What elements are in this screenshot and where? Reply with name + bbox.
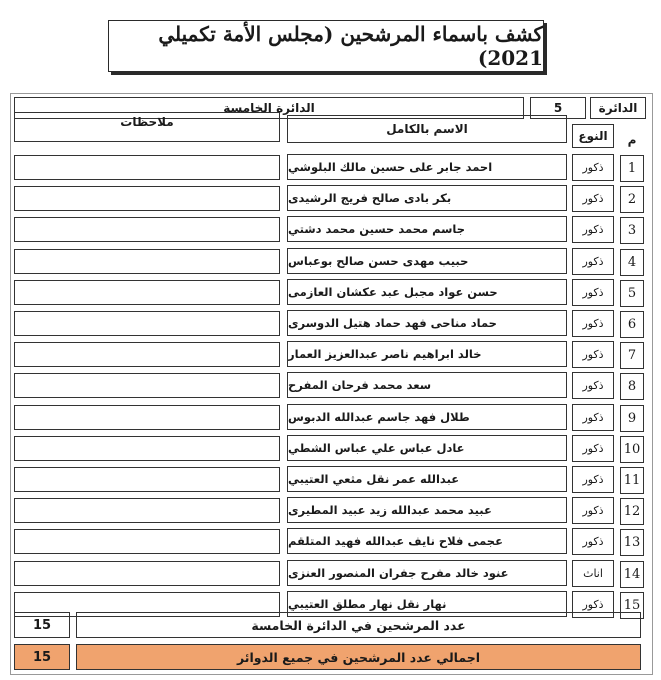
table-row (0, 433, 661, 464)
notes-cell (14, 311, 280, 336)
notes-cell (14, 342, 280, 367)
candidate-name: خالد ابراهيم ناصر عبدالعزيز العمار (287, 341, 567, 367)
candidate-name: حسن عواد مجبل عبد عكشان العازمى (287, 279, 567, 305)
district-label: الدائرة (590, 97, 646, 119)
candidate-number: 13 (620, 529, 644, 556)
all-total-count: 15 (14, 644, 70, 670)
candidate-gender: ذكور (572, 497, 614, 524)
candidate-name: عبيد محمد عبدالله زيد عبيد المطيرى (287, 497, 567, 523)
candidate-name: عبدالله عمر نقل مثعي العتيبي (287, 466, 567, 492)
notes-cell (14, 405, 280, 430)
table-row (0, 152, 661, 183)
table-row (0, 402, 661, 433)
candidate-gender: ذكور (572, 528, 614, 555)
candidate-gender: اناث (572, 560, 614, 587)
notes-cell (14, 217, 280, 242)
candidate-name: جاسم محمد حسين محمد دشتي (287, 216, 567, 242)
candidate-gender: ذكور (572, 372, 614, 399)
district-total-label: عدد المرشحين في الدائرة الخامسة (76, 612, 641, 638)
candidate-gender: ذكور (572, 310, 614, 337)
candidate-gender: ذكور (572, 466, 614, 493)
district-total-count: 15 (14, 612, 70, 638)
notes-cell (14, 373, 280, 398)
candidate-number: 5 (620, 280, 644, 307)
candidate-gender: ذكور (572, 185, 614, 212)
candidate-name: عادل عباس علي عباس الشطي (287, 435, 567, 461)
candidate-number: 12 (620, 498, 644, 525)
table-row (0, 183, 661, 214)
notes-cell (14, 436, 280, 461)
candidate-gender: ذكور (572, 279, 614, 306)
table-row (0, 495, 661, 526)
candidate-number: 11 (620, 467, 644, 494)
candidate-gender: ذكور (572, 154, 614, 181)
number-header: م (627, 133, 637, 147)
candidate-name: حماد مناحى فهد حماد هتيل الدوسرى (287, 310, 567, 336)
gender-header: النوع (572, 124, 614, 148)
candidate-gender: ذكور (572, 404, 614, 431)
table-row (0, 277, 661, 308)
table-row (0, 246, 661, 277)
all-total-label: اجمالي عدد المرشحين في جميع الدوائر (76, 644, 641, 670)
candidate-name: عنود خالد مفرح جفران المنصور العنزى (287, 560, 567, 586)
notes-cell (14, 529, 280, 554)
candidate-gender: ذكور (572, 248, 614, 275)
notes-cell (14, 498, 280, 523)
notes-cell (14, 155, 280, 180)
district-total-row (0, 612, 661, 638)
table-row (0, 214, 661, 245)
candidate-name: طلال فهد جاسم عبدالله الدبوس (287, 404, 567, 430)
notes-cell (14, 561, 280, 586)
candidate-name: نهار نقل نهار مطلق العتيبي (287, 591, 567, 617)
table-row (0, 558, 661, 589)
candidate-number: 4 (620, 249, 644, 276)
candidate-gender: ذكور (572, 591, 614, 618)
candidate-number: 7 (620, 342, 644, 369)
notes-cell (14, 467, 280, 492)
candidate-number: 10 (620, 436, 644, 463)
candidate-name: بكر بادى صالح فريج الرشيدى (287, 185, 567, 211)
candidate-number: 14 (620, 561, 644, 588)
table-row (0, 464, 661, 495)
candidate-name: عجمى فلاح نايف عبدالله فهيد المتلقم (287, 528, 567, 554)
notes-cell (14, 186, 280, 211)
candidate-gender: ذكور (572, 341, 614, 368)
notes-header: ملاحظات (14, 112, 280, 142)
notes-cell (14, 249, 280, 274)
table-row (0, 339, 661, 370)
candidate-number: 2 (620, 186, 644, 213)
name-header: الاسم بالكامل (287, 115, 567, 143)
table-row (0, 308, 661, 339)
all-total-row (0, 644, 661, 670)
district-number: 5 (530, 97, 586, 119)
candidate-number: 3 (620, 217, 644, 244)
candidate-number: 15 (620, 592, 644, 619)
candidate-number: 1 (620, 155, 644, 182)
candidate-number: 9 (620, 405, 644, 432)
candidate-name: سعد محمد فرحان المفرح (287, 372, 567, 398)
candidate-number: 8 (620, 373, 644, 400)
candidate-name: احمد جابر على حسين مالك البلوشي (287, 154, 567, 180)
candidate-gender: ذكور (572, 435, 614, 462)
table-row (0, 370, 661, 401)
candidate-number: 6 (620, 311, 644, 338)
table-row (0, 526, 661, 557)
district-name: الدائرة الخامسة (14, 97, 524, 119)
page-title: كشف باسماء المرشحين (مجلس الأمة تكميلي 2021) (108, 20, 544, 72)
candidate-gender: ذكور (572, 216, 614, 243)
notes-cell (14, 280, 280, 305)
candidate-name: حبيب مهدى حسن صالح بوعباس (287, 248, 567, 274)
